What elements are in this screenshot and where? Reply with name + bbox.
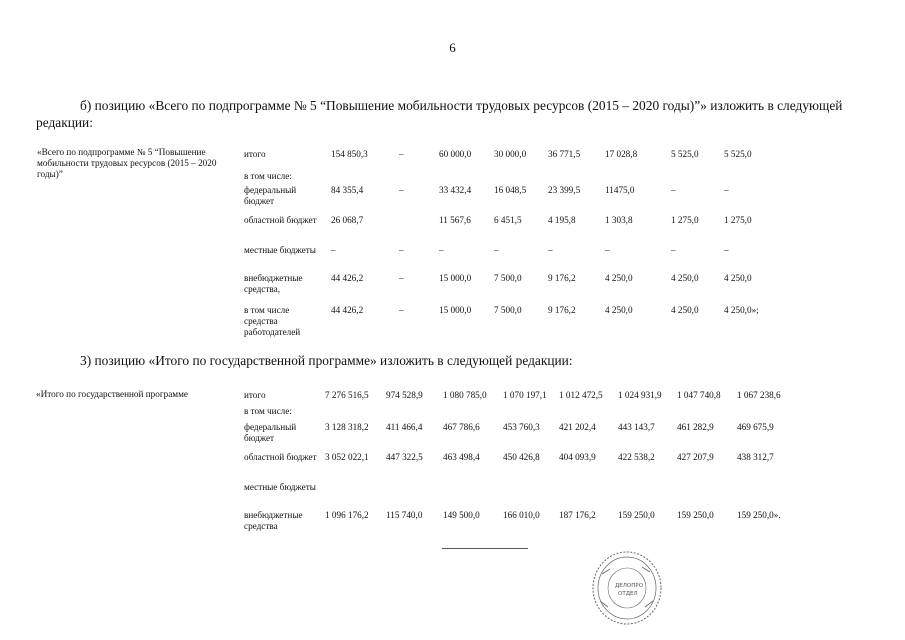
table-cell: 427 207,9 bbox=[677, 452, 714, 462]
table-cell: 447 322,5 bbox=[386, 452, 423, 462]
paragraph-b: б) позицию «Всего по подпрограмме № 5 “Повышение мобильности трудовых ресурсов (2015 – 2020 годы)”» изложить в следующей редакции: bbox=[36, 98, 843, 130]
table-cell: – bbox=[331, 245, 336, 255]
table-cell: 1 275,0 bbox=[724, 215, 752, 225]
table-row bbox=[0, 305, 905, 335]
table-row bbox=[0, 510, 905, 540]
table-cell: 4 250,0 bbox=[724, 273, 752, 283]
svg-text:ДЕЛОПРО: ДЕЛОПРО bbox=[615, 583, 644, 589]
table-cell: 33 432,4 bbox=[439, 185, 472, 195]
table-cell: 1 024 931,9 bbox=[618, 390, 662, 400]
table-cell: 3 128 318,2 bbox=[325, 422, 369, 432]
table-cell: – bbox=[671, 245, 676, 255]
row-label: федеральный бюджет bbox=[244, 185, 297, 206]
table-cell: 450 426,8 bbox=[503, 452, 540, 462]
row-label: в том числе: bbox=[244, 406, 292, 416]
row-label: в том числе: bbox=[244, 171, 292, 181]
table-cell: 1 070 197,1 bbox=[503, 390, 547, 400]
row-label: областной бюджет bbox=[244, 452, 317, 462]
table-cell: 11475,0 bbox=[605, 185, 635, 195]
table-cell: 404 093,9 bbox=[559, 452, 596, 462]
table-cell: 463 498,4 bbox=[443, 452, 480, 462]
table-cell: 60 000,0 bbox=[439, 149, 472, 159]
table-row bbox=[0, 482, 905, 512]
table-cell: 9 176,2 bbox=[548, 305, 576, 315]
table-cell: 15 000,0 bbox=[439, 305, 472, 315]
table-cell: 469 675,9 bbox=[737, 422, 774, 432]
table-cell: 411 466,4 bbox=[386, 422, 423, 432]
table-cell: 187 176,2 bbox=[559, 510, 596, 520]
svg-text:ОТДЕЛ: ОТДЕЛ bbox=[618, 591, 638, 597]
table-cell: – bbox=[494, 245, 499, 255]
table-cell: 159 250,0 bbox=[618, 510, 655, 520]
table-cell: 4 250,0 bbox=[605, 305, 633, 315]
table-cell: 453 760,3 bbox=[503, 422, 540, 432]
table-cell: – bbox=[671, 185, 676, 195]
footer-divider bbox=[442, 548, 528, 549]
table-cell: 1 303,8 bbox=[605, 215, 633, 225]
row-label: федеральный бюджет bbox=[244, 422, 297, 443]
table-cell: – bbox=[724, 185, 729, 195]
table-row bbox=[0, 215, 905, 245]
table-cell: 154 850,3 bbox=[331, 149, 368, 159]
table-cell: – bbox=[399, 245, 404, 255]
table-cell: – bbox=[399, 273, 404, 283]
table1-program-name: «Всего по подпрограмме № 5 “Повышение мобильности трудовых ресурсов (2015 – 2020 годы)” bbox=[37, 147, 217, 179]
row-label: внебюджетные средства, bbox=[244, 273, 303, 294]
table-cell: 421 202,4 bbox=[559, 422, 596, 432]
table-cell: 4 250,0 bbox=[605, 273, 633, 283]
table-cell: – bbox=[399, 185, 404, 195]
table2-program-name: «Итого по государственной программе bbox=[36, 389, 188, 399]
row-label: итого bbox=[244, 149, 266, 159]
table-cell: 84 355,4 bbox=[331, 185, 364, 195]
table-cell: 15 000,0 bbox=[439, 273, 472, 283]
row-label: местные бюджеты bbox=[244, 245, 316, 255]
row-label: местные бюджеты bbox=[244, 482, 316, 492]
row-label: итого bbox=[244, 390, 266, 400]
table-row bbox=[0, 422, 905, 452]
table-cell: – bbox=[724, 245, 729, 255]
table-cell: 1 012 472,5 bbox=[559, 390, 603, 400]
table-row bbox=[0, 273, 905, 303]
table-cell: 1 096 176,2 bbox=[325, 510, 369, 520]
table-cell: 44 426,2 bbox=[331, 273, 364, 283]
table-cell: 4 250,0 bbox=[671, 273, 699, 283]
table-cell: 166 010,0 bbox=[503, 510, 540, 520]
table-cell: 159 250,0». bbox=[737, 510, 781, 520]
table-cell: 1 047 740,8 bbox=[677, 390, 721, 400]
table-cell: 1 080 785,0 bbox=[443, 390, 487, 400]
table-cell: 11 567,6 bbox=[439, 215, 471, 225]
table-cell: 422 538,2 bbox=[618, 452, 655, 462]
table-cell: – bbox=[439, 245, 444, 255]
table-cell: – bbox=[399, 305, 404, 315]
table-cell: 23 399,5 bbox=[548, 185, 581, 195]
table-cell: – bbox=[548, 245, 553, 255]
table-cell: 4 250,0 bbox=[671, 305, 699, 315]
table-cell: 17 028,8 bbox=[605, 149, 638, 159]
table-row bbox=[0, 185, 905, 215]
table-cell: 9 176,2 bbox=[548, 273, 576, 283]
table-cell: 36 771,5 bbox=[548, 149, 581, 159]
paragraph-3: 3) позицию «Итого по государственной программе» изложить в следующей редакции: bbox=[80, 353, 573, 368]
table-cell: 4 195,8 bbox=[548, 215, 576, 225]
table-cell: 3 052 022,1 bbox=[325, 452, 369, 462]
table-cell: – bbox=[605, 245, 610, 255]
table-cell: 30 000,0 bbox=[494, 149, 527, 159]
table-row bbox=[0, 245, 905, 275]
table-row bbox=[0, 452, 905, 482]
table-cell: 5 525,0 bbox=[724, 149, 752, 159]
table-cell: 974 528,9 bbox=[386, 390, 423, 400]
table-cell: 7 500,0 bbox=[494, 273, 522, 283]
table-cell: 7 276 516,5 bbox=[325, 390, 369, 400]
table-cell: 16 048,5 bbox=[494, 185, 527, 195]
table-cell: 438 312,7 bbox=[737, 452, 774, 462]
seal-stamp-icon bbox=[590, 549, 664, 627]
row-label: внебюджетные средства bbox=[244, 510, 303, 531]
row-label: в том числе средства работодателей bbox=[244, 305, 301, 337]
page-number: 6 bbox=[449, 40, 456, 55]
row-label: областной бюджет bbox=[244, 215, 317, 225]
table-cell: 115 740,0 bbox=[386, 510, 423, 520]
table-cell: 461 282,9 bbox=[677, 422, 714, 432]
table-cell: 7 500,0 bbox=[494, 305, 522, 315]
table-cell: 5 525,0 bbox=[671, 149, 699, 159]
table-cell: 44 426,2 bbox=[331, 305, 364, 315]
table-cell: 4 250,0»; bbox=[724, 305, 759, 315]
table-cell: 467 786,6 bbox=[443, 422, 480, 432]
table-cell: 26 068,7 bbox=[331, 215, 364, 225]
table-cell: 159 250,0 bbox=[677, 510, 714, 520]
table-cell: 6 451,5 bbox=[494, 215, 522, 225]
table-cell: 1 067 238,6 bbox=[737, 390, 781, 400]
table-cell: 1 275,0 bbox=[671, 215, 699, 225]
table-cell: 149 500,0 bbox=[443, 510, 480, 520]
table-cell: 443 143,7 bbox=[618, 422, 655, 432]
table-cell: – bbox=[399, 149, 404, 159]
